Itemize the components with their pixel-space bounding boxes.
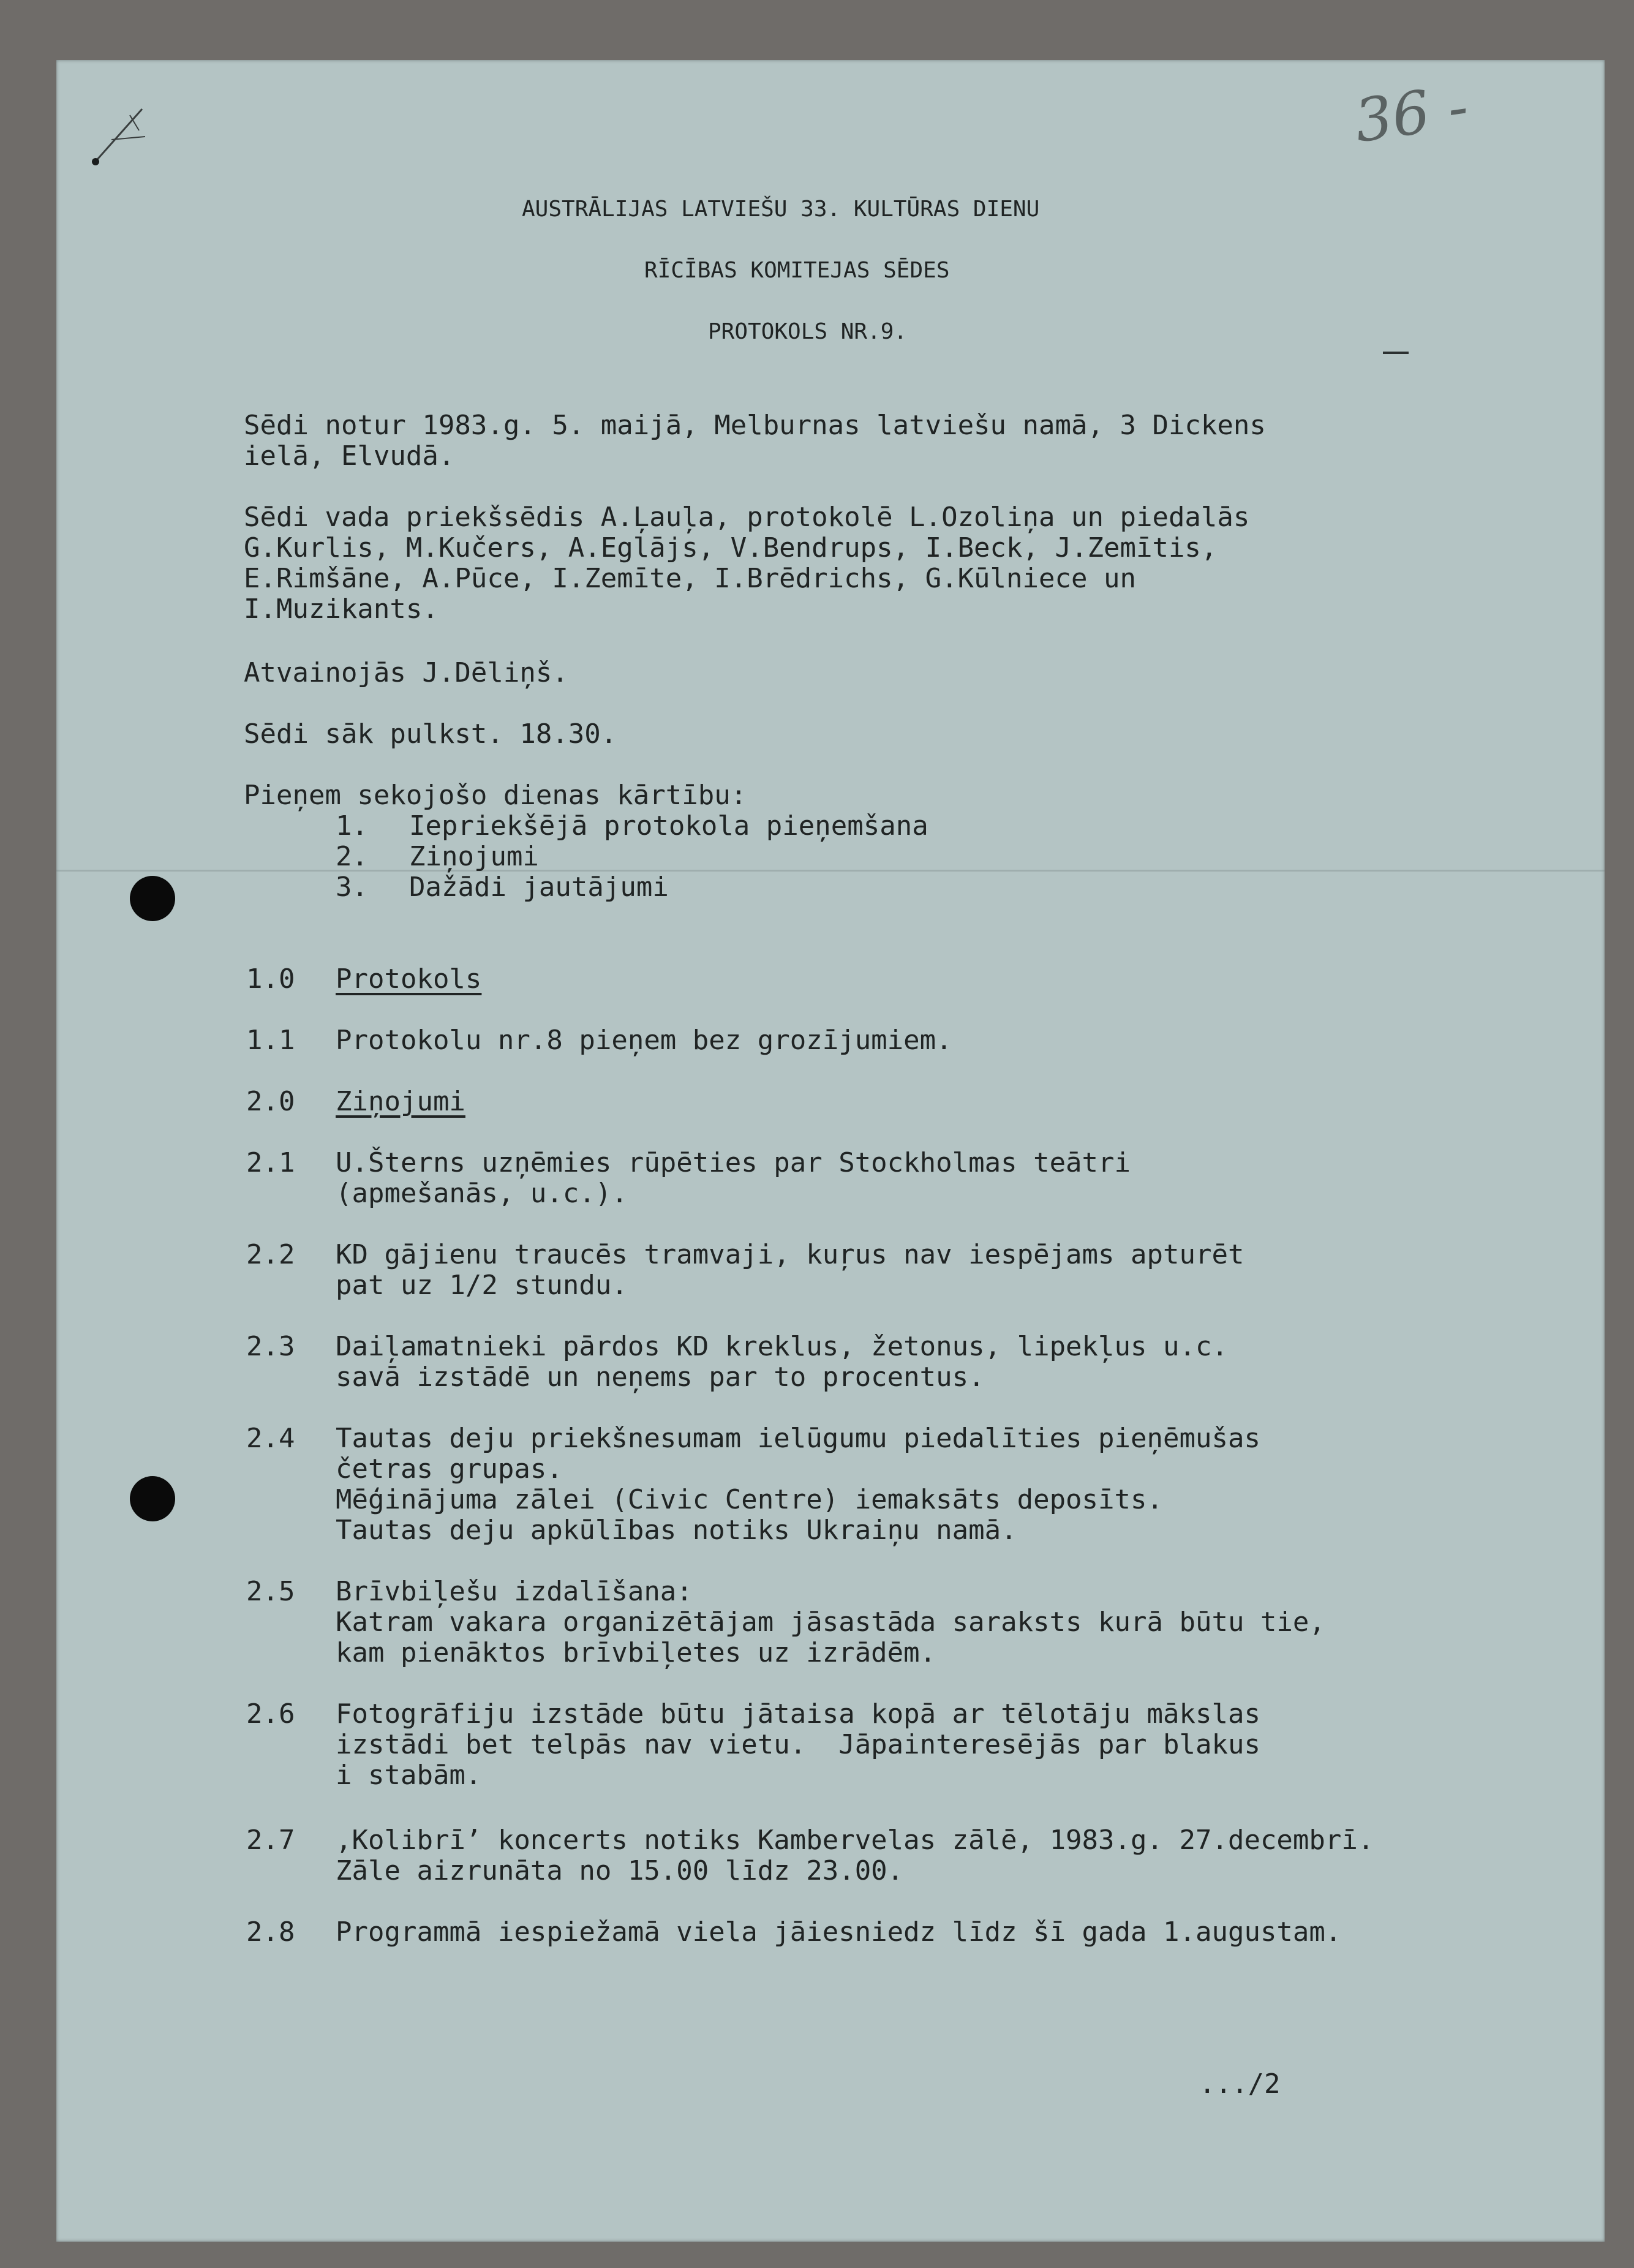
item-text: Daiļamatnieki pārdos KD kreklus, žetonus, lipekļus u.c. savā izstādē un neņems par to procentus. (336, 1331, 1228, 1393)
agenda-intro: Pieņem sekojošo dienas kārtību: (244, 780, 747, 811)
document-page (56, 60, 1605, 2242)
section-heading: Protokols (336, 963, 482, 995)
item-text: Tautas deju priekšnesumam ielūgumu piedalīties pieņēmušas četras grupas. Mēģinājuma zālei (Civic Centre) iemaksāts deposīts. Tautas deju apkūlības notiks Ukraiņu namā. (336, 1423, 1260, 1546)
item-number: 2.7 (246, 1825, 295, 1856)
continued-marker: .../2 (1199, 2068, 1281, 2100)
pencil-mark-icon (87, 103, 154, 170)
agenda-number: 1. (336, 810, 368, 842)
section-number: 2.0 (246, 1086, 295, 1117)
item-number: 2.1 (246, 1147, 295, 1178)
agenda-item: Dažādi jautājumi (409, 872, 669, 903)
item-number: 2.8 (246, 1916, 295, 1948)
item-text: KD gājienu traucēs tramvaji, kuŗus nav iespējams apturēt pat uz 1/2 stundu. (336, 1239, 1244, 1301)
item-number: 2.2 (246, 1239, 295, 1270)
agenda-item: Iepriekšējā protokola pieņemšana (409, 810, 928, 842)
intro-start-time: Sēdi sāk pulkst. 18.30. (244, 718, 617, 750)
item-text: ‚Kolibrī’ koncerts notiks Kambervelas zālē, 1983.g. 27.decembrī. Zāle aizrunāta no 15.00 līdz 23.00. (336, 1825, 1374, 1886)
archive-page-number: 36 - (1350, 72, 1473, 156)
section-heading: Ziņojumi (336, 1086, 465, 1117)
item-number: 2.3 (246, 1331, 295, 1362)
intro-venue: Sēdi notur 1983.g. 5. maijā, Melburnas latviešu namā, 3 Dickens ielā, Elvudā. (244, 410, 1266, 472)
item-text: Fotogrāfiju izstāde būtu jātaisa kopā ar tēlotāju mākslas izstādi bet telpās nav vietu. Jāpainteresējās par blakus i stabām. (336, 1698, 1260, 1791)
agenda-number: 2. (336, 841, 368, 872)
fold-crease (56, 870, 1605, 872)
agenda-number: 3. (336, 872, 368, 903)
punch-hole-lower (130, 1476, 175, 1521)
header-line-1: AUSTRĀLIJAS LATVIEŠU 33. KULTŪRAS DIENU (522, 197, 1040, 222)
header-line-3: PROTOKOLS NR.9. (708, 319, 908, 344)
item-text: Programmā iespiežamā viela jāiesniedz līdz šī gada 1.augustam. (336, 1916, 1342, 1948)
item-text: U.Šterns uzņēmies rūpēties par Stockholmas teātri (apmešanās, u.c.). (336, 1147, 1131, 1209)
item-text: Brīvbiļešu izdalīšana: Katram vakara organizētājam jāsastāda saraksts kurā būtu tie, kam pienāktos brīvbiļetes uz izrādēm. (336, 1576, 1325, 1668)
agenda-item: Ziņojumi (409, 841, 539, 872)
item-text: Protokolu nr.8 pieņem bez grozījumiem. (336, 1025, 952, 1056)
intro-attendees: Sēdi vada priekšsēdis A.Ļauļa, protokolē L.Ozoliņa un piedalās G.Kurlis, M.Kučers, A.Eglājs, V.Bendrups, I.Beck, J.Zemītis, E.Rimšāne, A.Pūce, I.Zemīte, I.Brēdrichs, G.Kūlniece un I.Muzikants. (244, 502, 1250, 625)
item-number: 2.6 (246, 1698, 295, 1730)
intro-apologies: Atvainojās J.Dēliņš. (244, 657, 568, 688)
item-number: 2.5 (246, 1576, 295, 1607)
punch-hole-upper (130, 876, 175, 921)
margin-mark (1383, 352, 1409, 354)
item-number: 2.4 (246, 1423, 295, 1454)
section-number: 1.0 (246, 963, 295, 995)
header-line-2: RĪCĪBAS KOMITEJAS SĒDES (644, 258, 950, 283)
item-number: 1.1 (246, 1025, 295, 1056)
